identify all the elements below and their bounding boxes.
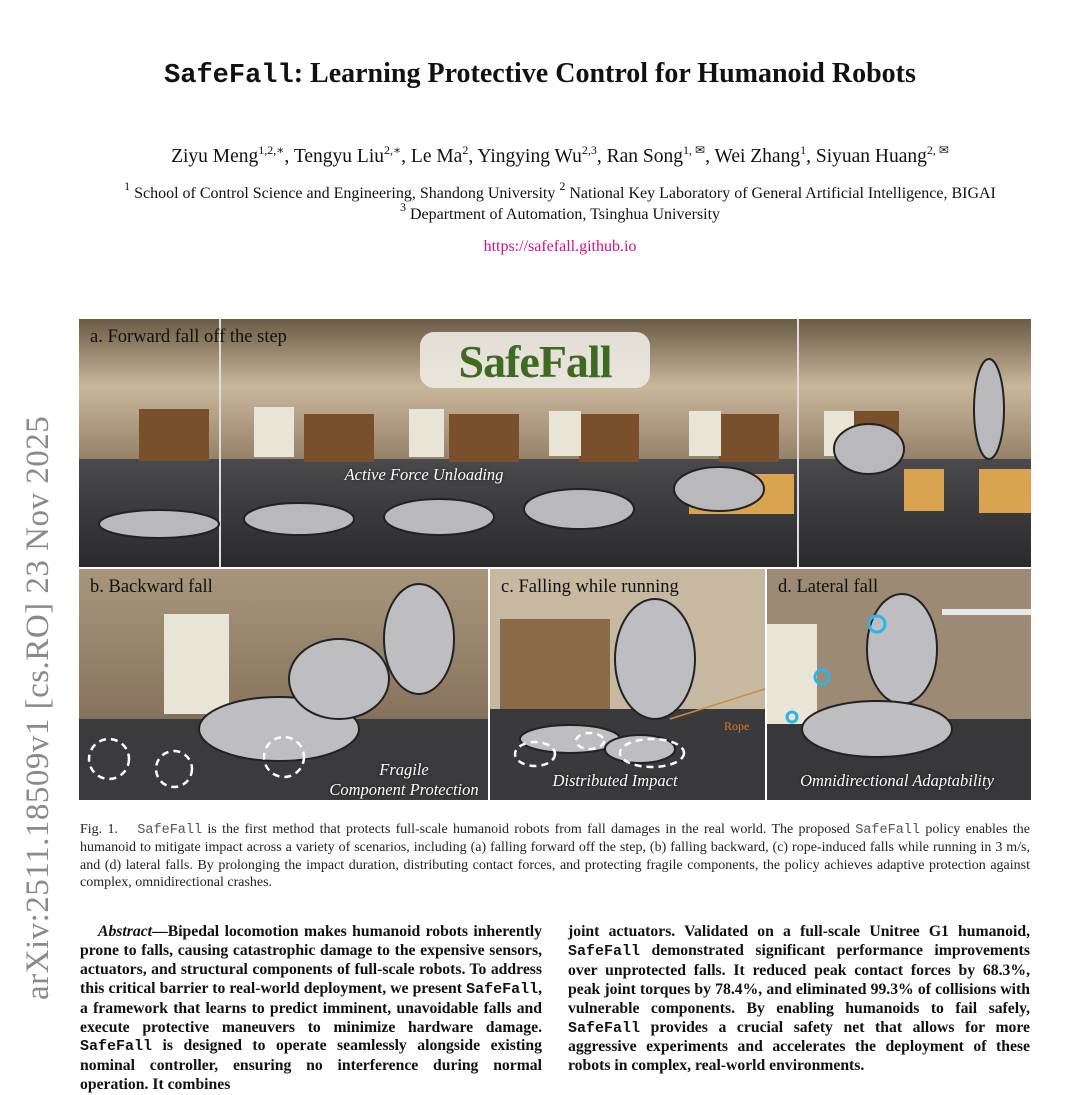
affiliation-line-1 (60, 179, 1060, 203)
affiliation-line-2 (60, 200, 1060, 224)
caption-text-1: is the first method that protects full-scale humanoid robots from fall damages in the real world. The proposed (207, 822, 850, 837)
panel-b-tag (319, 760, 488, 800)
author-affiliation-sup: 1 (800, 143, 807, 157)
caption-label: Fig. 1. (80, 822, 118, 837)
author-affiliation-sup: 2,3 (581, 143, 597, 157)
abstract-method-name: SafeFall (466, 980, 539, 998)
author (606, 143, 706, 167)
title-rest: : Learning Protective Control for Humanoid Robots (293, 58, 916, 89)
abstract-right-3: provides a crucial safety net that allows for more aggressive experiments and accelerates the deployment of these robots in complex, real-world environments. (568, 1018, 1031, 1075)
author-name: Tengyu Liu (293, 146, 384, 167)
author-affiliation-sup: 2, ✉ (926, 143, 949, 157)
project-url-link[interactable]: https://safefall.github.io (483, 238, 637, 255)
figure-panel-b (79, 569, 488, 800)
author-name: Wei Zhang (714, 146, 801, 167)
author-name: Le Ma (410, 146, 463, 167)
affiliation-tsinghua: Department of Automation, Tsinghua University (409, 206, 721, 223)
caption-method-name: SafeFall (137, 823, 203, 838)
caption-method-name-2: SafeFall (855, 823, 920, 838)
author (714, 143, 807, 167)
panel-a-tag: Active Force Unloading (344, 465, 504, 484)
author (477, 143, 597, 167)
affiliation-sup: 2 (559, 179, 566, 193)
abstract-left-2: , a framework that learns to predict imminent, unavoidable falls and execute protective maneuvers to minimize hardware damage. (80, 979, 543, 1036)
author-affiliation-sup: 2,∗ (384, 143, 402, 157)
author-affiliation-sup: 2 (462, 143, 469, 157)
affiliation-sup: 1 (124, 179, 131, 193)
abstract-right-2: demonstrated significant performance improvements over unprotected falls. It reduced peak contact forces by 68.3%, peak joint torques by 78.4%, and eliminated 99.3% of collisions with vulnerable components. By enabling humanoids to fail safely, (568, 941, 1030, 1017)
figure-panel-c (490, 569, 765, 800)
figure-caption (80, 821, 1030, 891)
panel-d-photo (767, 569, 1031, 800)
panel-c-label: c. Falling while running (501, 577, 679, 597)
safefall-logo (420, 332, 650, 388)
abstract-left-column (80, 923, 542, 1095)
affiliation-sup: 3 (399, 200, 406, 214)
arxiv-identifier: arXiv:2511.18509v1 [cs.RO] 23 Nov 2025 (20, 415, 56, 1000)
panel-c-rope-label: Rope (724, 719, 750, 733)
author (815, 143, 949, 167)
author (171, 143, 285, 167)
author-name: Siyuan Huang (815, 146, 927, 167)
abstract-left-3: is designed to operate seamlessly alongside existing nominal controller, ensuring no interference during normal operation. It combines (80, 1037, 542, 1094)
panel-c-tag: Distributed Impact (552, 771, 678, 790)
author (293, 143, 402, 167)
title-method-name: SafeFall (164, 61, 294, 91)
figure-panel-d (767, 569, 1031, 800)
abstract-label: Abstract (98, 923, 153, 940)
paper-title (80, 58, 1000, 91)
author (410, 143, 469, 167)
abstract-left-1: Bipedal locomotion makes humanoid robots inherently prone to falls, causing catastrophic damage to the expensive sensors, actuators, and structural components of full-scale robots. To address this critical barrier to real-world deployment, we present (80, 923, 542, 997)
panel-a-label: a. Forward fall off the step (90, 327, 287, 347)
abstract-right-1: joint actuators. Validated on a full-scale Unitree G1 humanoid, (568, 923, 1030, 940)
safefall-logo-text: SafeFall (458, 336, 612, 387)
abstract-method-name: SafeFall (80, 1038, 153, 1056)
panel-d-tag: Omnidirectional Adaptability (800, 771, 994, 790)
author-affiliation-sup: 1, ✉ (683, 143, 706, 157)
panel-c-photo (490, 569, 765, 800)
author-affiliation-sup: 1,2,∗ (258, 143, 285, 157)
panel-b-label: b. Backward fall (90, 577, 213, 597)
affiliation-shandong: School of Control Science and Engineering, Shandong University (134, 185, 556, 202)
author-name: Yingying Wu (477, 146, 582, 167)
abstract-method-name: SafeFall (568, 942, 641, 960)
abstract-dash: — (152, 923, 168, 940)
panel-b-tag-line1: Fragile (379, 760, 429, 779)
panel-b-tag-line2: Component Protection (329, 780, 479, 799)
affiliation-bigai: National Key Laboratory of General Artificial Intelligence, BIGAI (569, 185, 996, 202)
author-name: Ziyu Meng (171, 146, 259, 167)
author-list: Ziyu Meng$^{1,2,∗}$, Tengyu Liu$^{2,∗}$, Le Ma$^2$, Yingying Wu$^{2,3}$, Ran Song$^{1, ✉}$, Wei Zhang$^1$, Siyuan Huang$^{2, ✉}$ (171, 143, 949, 167)
abstract-right-column (568, 923, 1030, 1076)
caption-text-2: policy enables the humanoid to mitigate impact across a variety of scenarios, including (a) falling forward off the step, (b) falling backward, (c) rope-induced falls while running in 3 m/s, and (d) lateral falls. By prolonging the impact duration, distributing contact forces, and protecting fragile components, the policy achieves adaptive protection against complex, omnidirectional crashes. (80, 822, 1031, 890)
abstract-method-name: SafeFall (568, 1019, 641, 1037)
author-name: Ran Song (606, 146, 684, 167)
panel-d-label: d. Lateral fall (778, 577, 879, 597)
